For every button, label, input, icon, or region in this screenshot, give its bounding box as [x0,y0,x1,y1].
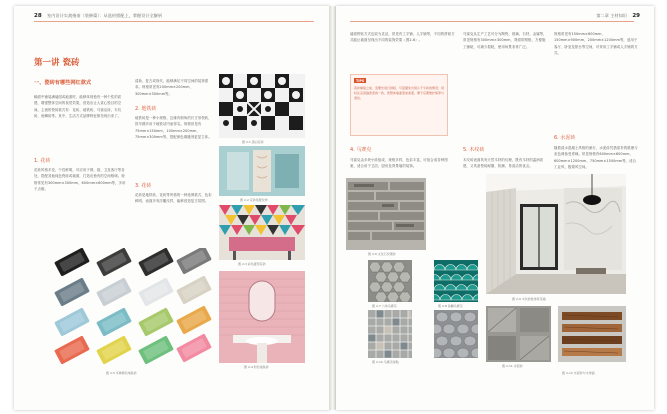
header-rule [34,21,314,22]
paragraph-6: 随着清水混凝土风格的流行，水泥砖凭借质朴的肌理与灰色调备受青睐。常见规格有600mm×600mm、600mm×1200mm、750mm×1500mm等，适合工业风、极简风空间。 [554,146,638,169]
colorful-tiles-photo [219,205,305,260]
tips-text: 瓷砖铺贴之前，需要先进行排版，尽量避免出现小于半砖的情况；同时注意留缝宽度的一致，使整体墙面更加美观，便于后期维护保养与清洁。 [354,86,445,100]
right-page [336,6,654,410]
paragraph-1: 花砖风格多变、个性鲜明，可应用于餐、厨、卫及客厅等各处，搭配其他纯色瓷砖或墙面，打造出独有的空间格调。规格常见有300mm×300mm、600mm×600mm等，多用于点缀。 [34,168,126,191]
header-rule-right [350,21,634,22]
caption-scale: 图 2-8 鱼鳞马赛克 [438,304,463,308]
sub-heading-6: 6. 水泥砖 [554,135,576,141]
caption-room: 图 2-9 木纹砖装饰背景墙 [512,297,546,301]
caption-fabric-tiles: 图 2-2 花砖搭配纹样 [240,198,268,202]
tips-label: TIPS [356,78,365,83]
section-heading: 一、瓷砖有哪些网红款式 [34,80,92,86]
col1-top-paragraph: 墙面拼贴方式也较为灵活，常见有工字铺、人字铺等，不同的拼贴方式能让墙面呈现出不同的装饰效果（图2-6）。 [350,32,455,43]
col3-top-paragraph: 规格常见有150mm×600mm、150mm×900mm、200mm×1200mm等，适用于客厅、卧室及阳台等空间，可采用工字铺或人字铺的方式。 [554,32,638,55]
concrete-wall-photo [486,306,551,362]
caption-concrete: 图 2-11 水泥砖 [502,364,523,368]
top-paragraph: 清新、复古或现代，能够满足不同空间的装饰需求。规格常见有200mm×200mm、300mm×300mm等。 [135,79,209,96]
paragraph-3: 花砖是地铁砖、花砖等风格的一种延伸款式，色彩鲜明，表面多有浮雕纹样，能够营造复古氛围。 [135,193,212,204]
left-page [14,6,330,410]
intro-paragraph: 釉面中铺装满墙面或地面时，能够体现独有一种个性的质感，增强整体空间的视觉效果，营造出让人赏心悦目的空间。主流的瓷砖款式有：花砖、地铁砖、马赛克砖、木纹砖、鱼鳞砖等。其中，生活方式品牌特征都呈现出来了。 [34,95,122,118]
sub-heading-5: 5. 木纹砖 [463,147,485,153]
tile-swatches-photo [52,248,212,366]
left-running-header [34,13,162,19]
hex-mosaic-photo [368,260,412,302]
right-running-header [596,13,640,19]
right-header-text: 第二章 主材知识 [596,13,627,18]
paragraph-5: 木纹砖表面具有天然木材的纹理，既有木材的温润质感，又具备瓷砖耐磨、防潮、易清洁的优点。 [463,158,544,169]
caption-stone: 图 2-6 文化石纹理砖 [368,252,396,256]
interior-room-photo [486,174,626,294]
sub-heading-1: 1. 花砖 [34,158,51,164]
caption-colorful-tiles: 图 2-3 彩色菱形花砖 [238,262,266,266]
sub-heading-4: 4. 马赛克 [350,147,372,153]
caption-hex: 图 2-7 六角马赛克 [372,304,397,308]
right-page-number: 29 [632,13,640,19]
caption-concrete-wood: 图 2-12 水泥砖与木饰面 [562,371,595,375]
stone-wall-photo [346,178,426,250]
scale-mosaic-photo [434,260,478,302]
wave-mosaic-photo [434,310,478,358]
caption-grid: 图 2-10 马赛克拼贴 [372,360,399,364]
grid-mosaic-photo [368,310,412,358]
paragraph-4: 马赛克由多块小砖组成，规格多样，色彩丰富，可组合成各种图案，适合用于卫浴、厨房及背景墙的装饰。 [350,158,448,169]
paragraph-2: 地铁砖是一种小规格、边缘有倒角的长方形瓷砖，因早期多用于地铁站内而得名。规格常见有75mm×150mm、100mm×200mm、75mm×300mm等，搭配深色填缝剂更显立体。 [135,116,212,139]
fabric-tiles-photo [219,146,305,196]
black-white-tiles-photo [219,74,305,138]
sub-heading-2: 2. 地铁砖 [135,106,157,112]
col2-top-paragraph: 马赛克从生产工艺可分为陶瓷、玻璃、石材、金属等，常见规格有300mm×300mm，背面带网格，方便施工铺贴，可减少损耗，使用场景非常广泛。 [463,32,547,49]
wood-panel-photo [558,306,626,362]
left-header-text: 室内设计实战指南（装修篇）：从选材搭配上，掌握设计全解析 [47,13,163,18]
tips-box [350,74,448,136]
caption-bw-tiles: 图 2-1 黑白花砖 [242,140,264,144]
sub-heading-3: 3. 花砖 [135,183,152,189]
left-page-number: 28 [34,13,42,19]
pink-wall-photo [219,271,305,363]
caption-tile-swatches: 图 2-5 多种颜色地铁砖 [106,371,137,375]
caption-pink-wall: 图 2-4 粉色地铁砖 [244,365,269,369]
lecture-title: 第一讲 瓷砖 [34,58,80,68]
